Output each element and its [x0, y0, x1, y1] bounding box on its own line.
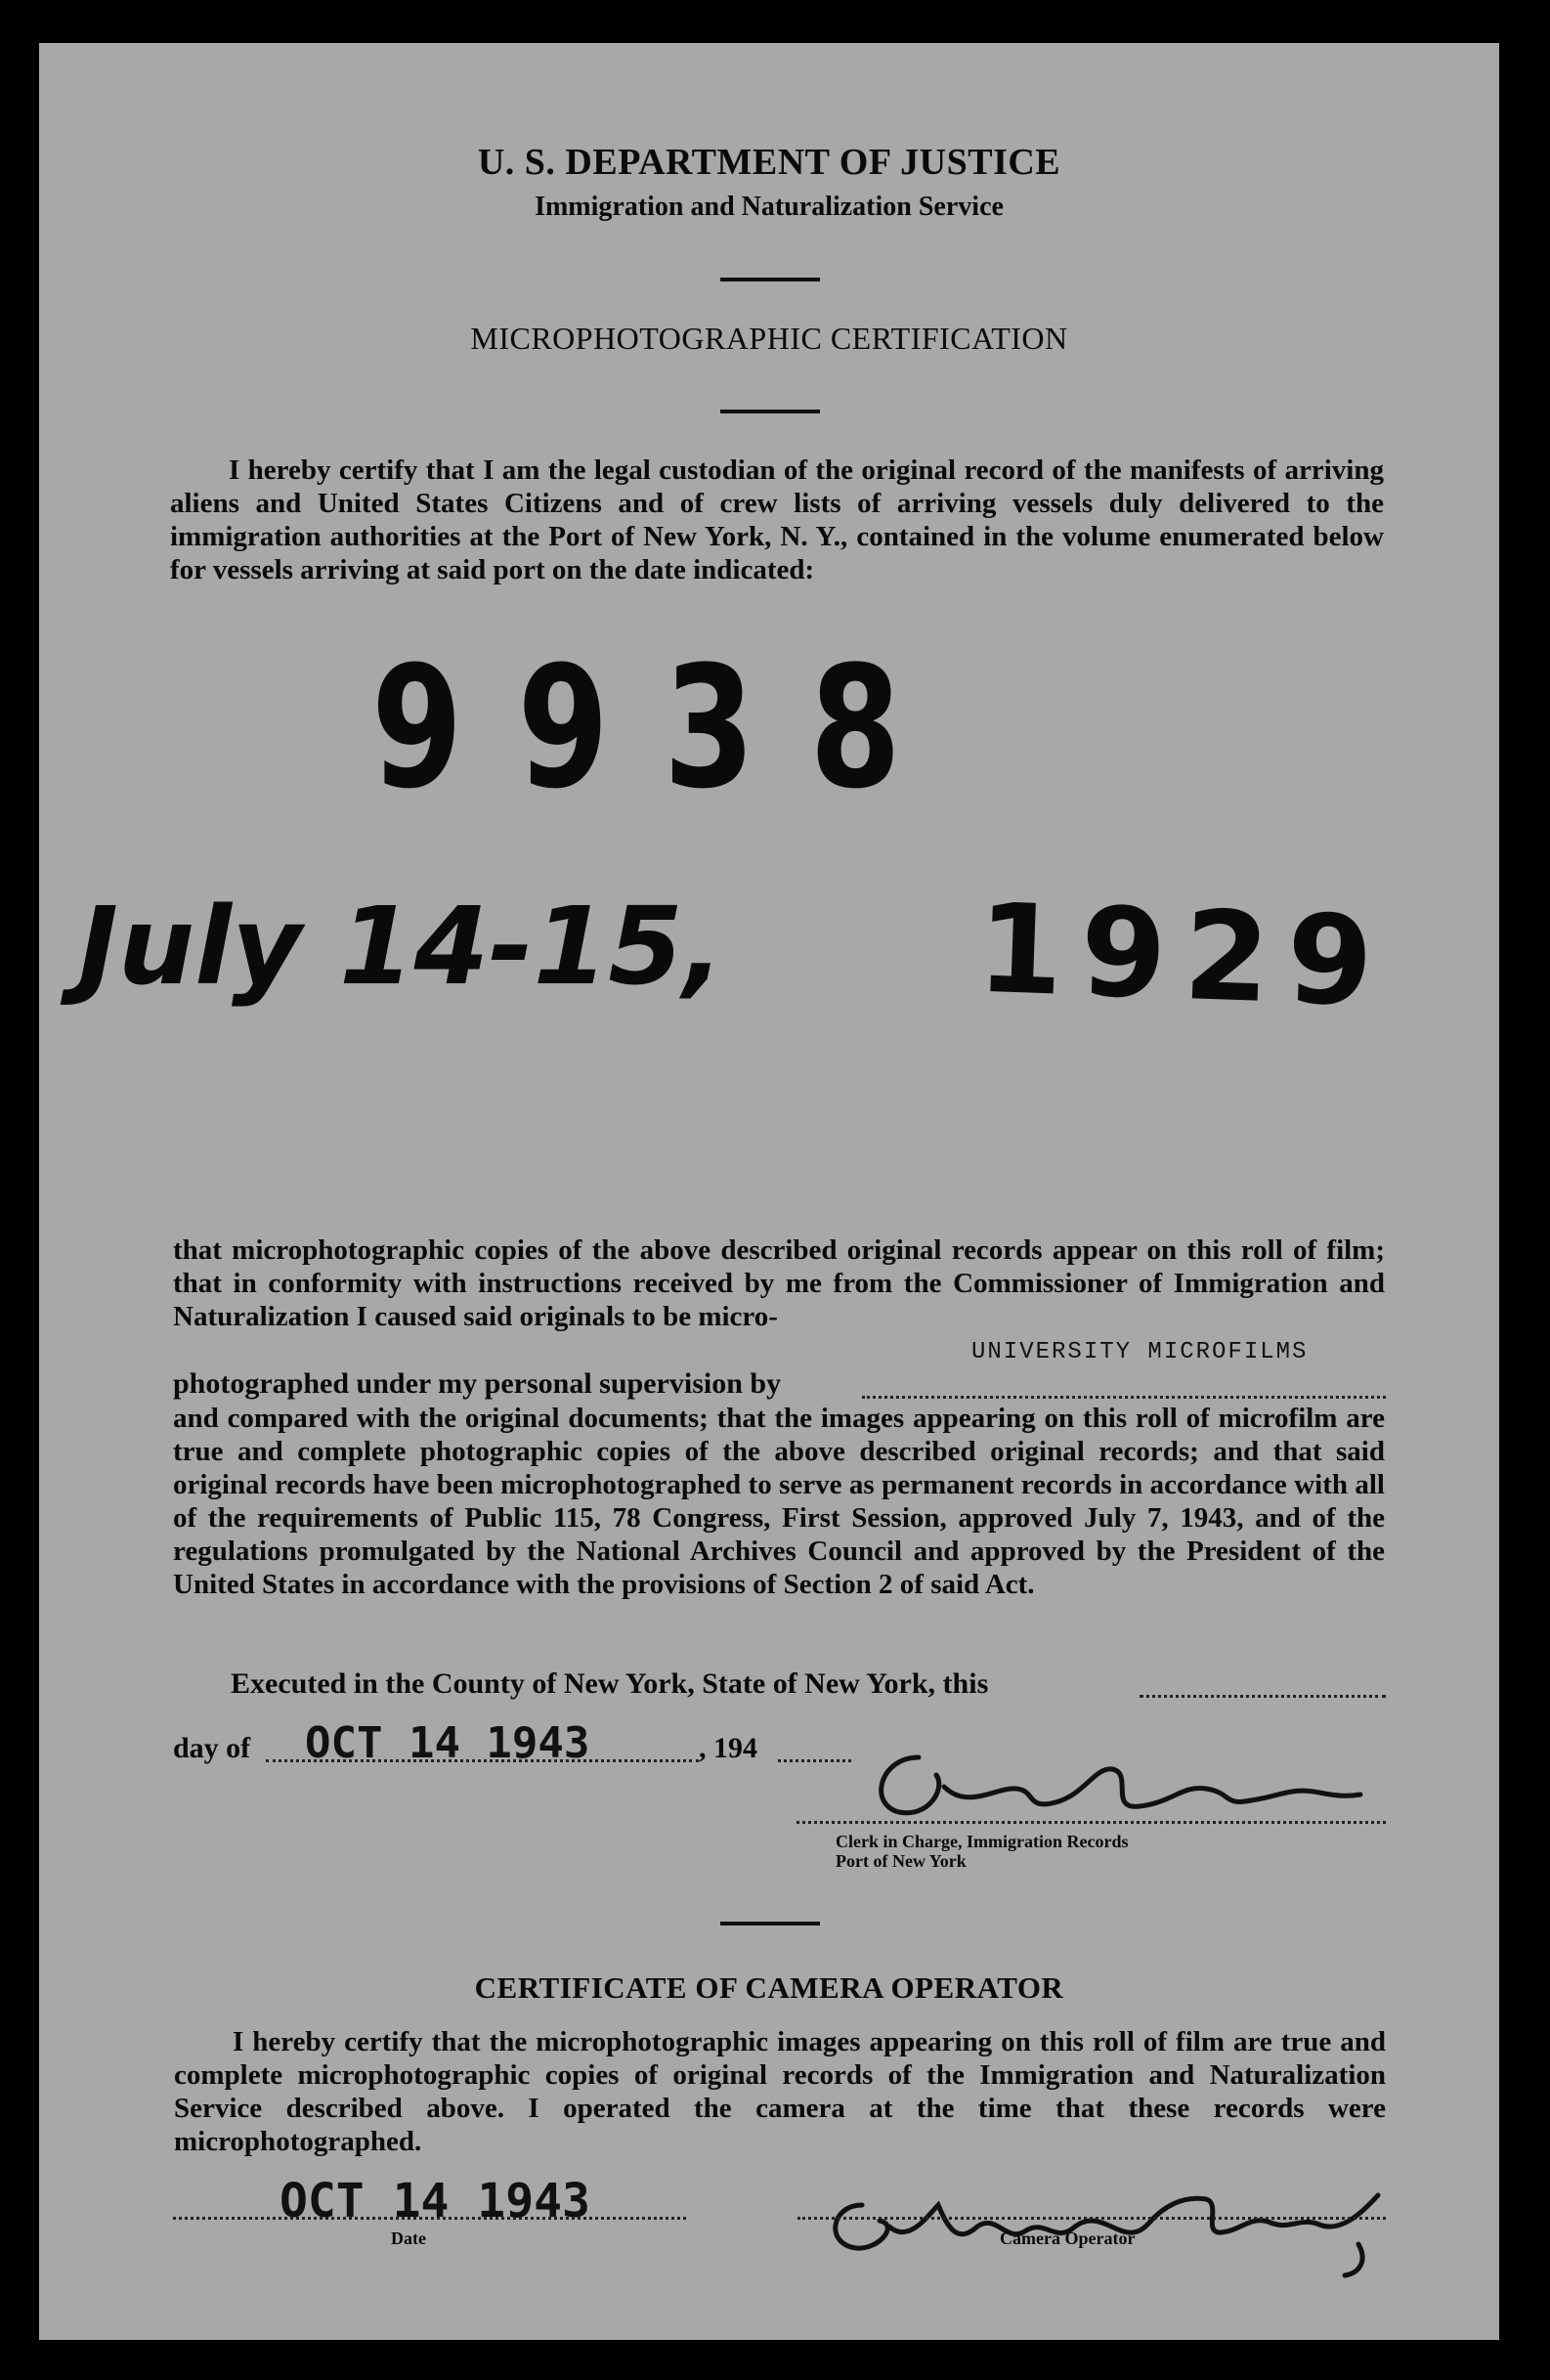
typed-photographer: UNIVERSITY MICROFILMS — [971, 1339, 1309, 1365]
certificate-sheet — [39, 43, 1499, 2340]
dotted-line — [862, 1396, 1386, 1399]
clerk-signature — [860, 1728, 1368, 1836]
clerk-title-line2: Port of New York — [836, 1851, 967, 1871]
dotted-line — [1140, 1695, 1386, 1698]
clerk-title-line1: Clerk in Charge, Immigration Records — [836, 1832, 1129, 1851]
signature-line — [797, 1821, 1386, 1824]
paragraph-text: and compared with the original documents; that the images appearing on this roll of microfilm are true and complete photographic copies of the above described original records; and that said original records have been microphotographed to serve as permanent records in accordance with all of the requirements of Public 115, 78 Congress, First Session, approved July 7, 1943, and of the regulations promulgated by the National Archives Council and approved by the President of the United States in accordance with the provisions of Section 2 of said Act. — [173, 1403, 1385, 1600]
executed-line: Executed in the County of New York, State of New York, this — [231, 1667, 989, 1700]
service-subtitle: Immigration and Naturalization Service — [535, 192, 1004, 222]
compliance-paragraph — [173, 1402, 1385, 1601]
certification-title: MICROPHOTOGRAPHIC CERTIFICATION — [470, 321, 1068, 356]
year-prefix: , 194 — [699, 1732, 757, 1764]
handwritten-roll-number: 9938 — [371, 629, 957, 826]
date-line — [173, 2217, 686, 2220]
camera-operator-signature — [811, 2166, 1398, 2283]
date-label: Date — [391, 2229, 426, 2248]
day-of-label: day of — [173, 1732, 251, 1764]
handwritten-year: 1929 — [974, 876, 1394, 1035]
operator-line — [797, 2217, 1386, 2220]
operator-label: Camera Operator — [1000, 2229, 1136, 2248]
custodian-paragraph — [170, 454, 1384, 586]
microphotograph-paragraph — [173, 1233, 1385, 1333]
camera-cert-title: CERTIFICATE OF CAMERA OPERATOR — [474, 1970, 1064, 2005]
divider — [720, 410, 820, 413]
divider — [720, 278, 820, 281]
paragraph-text: I hereby certify that the microphotographic images appearing on this roll of film are true and complete microphotographic copies of original records of the Immigration and Naturalization Service described above. I operated the camera at the time that these records were microphotographed. — [174, 2026, 1386, 2157]
supervision-line: photographed under my personal supervision by — [173, 1367, 782, 1400]
paragraph-text: I hereby certify that I am the legal custodian of the original record of the manifests of arriving aliens and United States Citizens and of crew lists of arriving vessels duly delivered to the immigration authorities at the Port of New York, N. Y., contained in the volume enumerated below for vessels arriving at said port on the date indicated: — [170, 454, 1384, 585]
camera-cert-paragraph — [174, 2025, 1386, 2158]
handwritten-date-range: July 14-15, — [78, 884, 724, 1009]
camera-date-stamp: OCT 14 1943 — [280, 2174, 590, 2229]
date-stamp: OCT 14 1943 — [305, 1718, 590, 1768]
dotted-line — [778, 1759, 851, 1762]
divider — [720, 1922, 820, 1926]
paragraph-text: that microphotographic copies of the above described original records appear on this roll of film; that in conformity with instructions received by me from the Commissioner of Immigration and Naturalization I caused said originals to be micro- — [173, 1234, 1385, 1332]
department-title: U. S. DEPARTMENT OF JUSTICE — [477, 142, 1061, 183]
